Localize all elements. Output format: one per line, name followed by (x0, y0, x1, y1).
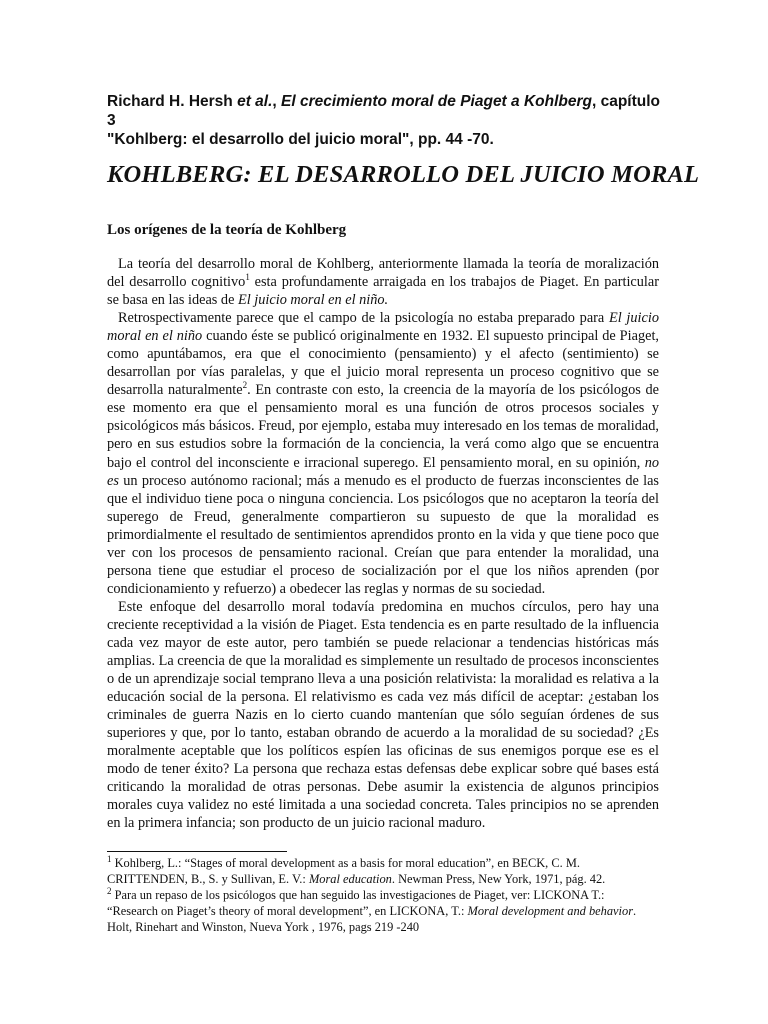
citation-separator: , (272, 93, 282, 110)
paragraph-1-text-a: La teoría del desarrollo moral de Kohlberg, anteriormente llamada la teoría de moralización del desarrollo cognitivo (107, 256, 659, 291)
footnote-1-book-title: Moral education (308, 872, 392, 886)
paragraph-1-text-b: esta profundamente arraigada en los trabajos de Piaget. En particular se basa en las ideas de (107, 274, 659, 309)
citation-et-al: et al. (237, 93, 273, 110)
footnotes (107, 855, 667, 935)
footnote-ref-1[interactable]: 1 (245, 272, 250, 283)
citation-book-title: El crecimiento moral de Piaget a Kohlberg (281, 93, 592, 110)
citation-line-2: "Kohlberg: el desarrollo del juicio moral", pp. 44 -70. (107, 131, 494, 148)
footnote-2-line-2 (107, 903, 667, 919)
page-title: KOHLBERG: EL DESARROLLO DEL JUICIO MORAL (107, 161, 700, 188)
footnote-2-period: . (633, 904, 637, 918)
paragraph-2-text-c: . En contraste con esto, la creencia de la mayoría de los psicólogos de ese momento era que el pensamiento moral es una función de otros procesos sociales y psicológicos más básicos. Freud, por ejemplo, estaba muy interesado en los temas de moralidad, pero en sus estudios sobre la formación de la conciencia, la verá como algo que se encuentra bajo el control del inconsciente e irracional superego. El pensamiento moral, en su opinión, (107, 382, 659, 471)
citation-chapter: , capítulo 3 (107, 93, 661, 129)
footnote-1-line-2 (107, 871, 667, 887)
paragraph-1 (107, 255, 659, 309)
paragraph-2-emphasis: no es (107, 454, 659, 489)
footnote-1-authors: CRITTENDEN, B., S. y Sullivan, E. V.: (107, 872, 309, 886)
footnote-1-line-1 (107, 855, 667, 871)
paragraph-2-text-d: un proceso autónomo racional; más a menudo es el producto de fuerzas inconscientes de las que el individuo tiene poca o ninguna conciencia. Los psicólogos que no aceptaron la teoría del superego de Freud, generalmente compartieron su supuesto de que la moralidad es primordialmente el resultado de sentimientos aprendidos pronto en la vida y que tiene poco que ver con los procesos de pensamiento racional. Creían que para entender la moralidad, una persona tiene que estudiar el proceso de socialización por el que los niños aprenden (por condicionamiento y refuerzo) a obedecer las reglas y normas de su sociedad. (107, 472, 659, 597)
footnote-1-number: 1 (107, 853, 112, 864)
section-heading: Los orígenes de la teoría de Kohlberg (107, 222, 347, 238)
paragraph-2-text-b: cuando éste se publicó originalmente en 1932. El supuesto principal de Piaget, como apuntábamos, era que el conocimiento (pensamiento) y el afecto (sentimiento) se desarrollan por vías paralelas, y que el juicio moral representa un proceso cognitivo que se desarrolla naturalmente (107, 328, 659, 399)
footnote-1-text: Kohlberg, L.: “Stages of moral development as a basis for moral education”, en BECK, C. M. (111, 856, 580, 870)
body-text (107, 255, 659, 833)
footnote-1-publisher: . Newman Press, New York, 1971, pág. 42. (391, 872, 606, 886)
citation-author: Richard H. Hersh (107, 93, 233, 110)
paragraph-2-text-a: Retrospectivamente parece que el campo de la psicología no estaba preparado para (118, 310, 609, 327)
footnote-2-number: 2 (107, 885, 112, 896)
footnote-2-book-title: Moral development and behavior (467, 904, 634, 918)
footnote-2-article: “Research on Piaget’s theory of moral development”, en LICKONA, T.: (107, 904, 468, 918)
paragraph-2-book-title: El juicio moral en el niño (107, 310, 659, 345)
paragraph-1-book-title: El juicio moral en el niño. (238, 292, 389, 309)
footnote-ref-2[interactable]: 2 (242, 380, 248, 391)
footnote-2-text: Para un repaso de los psicólogos que han seguido las investigaciones de Piaget, ver: LICKONA T.: (111, 888, 605, 902)
footnote-divider (107, 851, 287, 852)
paragraph-3: Este enfoque del desarrollo moral todavía predomina en muchos círculos, pero hay una creciente receptividad a la visión de Piaget. Esta tendencia es en parte resultado de la influencia cada vez mayor de este autor, pero también se puede relacionar a tendencias históricas más amplias. La creencia de que la moralidad es simplemente un resultado de procesos inconscientes o de un aprendizaje social temprano lleva a una posición relativista: la moralidad es relativa a la educación social de la persona. El relativismo es cada vez más difícil de aceptar: ¿estaban los criminales de guerra Nazis en lo cierto cuando mantenían que sólo seguían órdenes de sus superiores y que, por lo tanto, estaban obrando de acuerdo a la moralidad de su sociedad? ¿Es moralmente aceptable que los políticos espíen las oficinas de sus enemigos porque ese es el modo de tener éxito? La persona que rechaza estas defensas debe explicar sobre qué bases está criticando la moralidad de otras personas. Debe asumir la existencia de algunos principios morales cuya validez no esté limitada a una sociedad concreta. Tales principios no se aprenden en la primera infancia; son producto de un juicio racional maduro. (107, 598, 659, 832)
footnote-2-line-1 (107, 887, 667, 903)
footnote-2-line-3: Holt, Rinehart and Winston, Nueva York , 1976, pags 219 -240 (107, 920, 420, 934)
citation-line-1 (107, 92, 667, 130)
citation-header (107, 92, 667, 149)
paragraph-2 (107, 309, 659, 598)
